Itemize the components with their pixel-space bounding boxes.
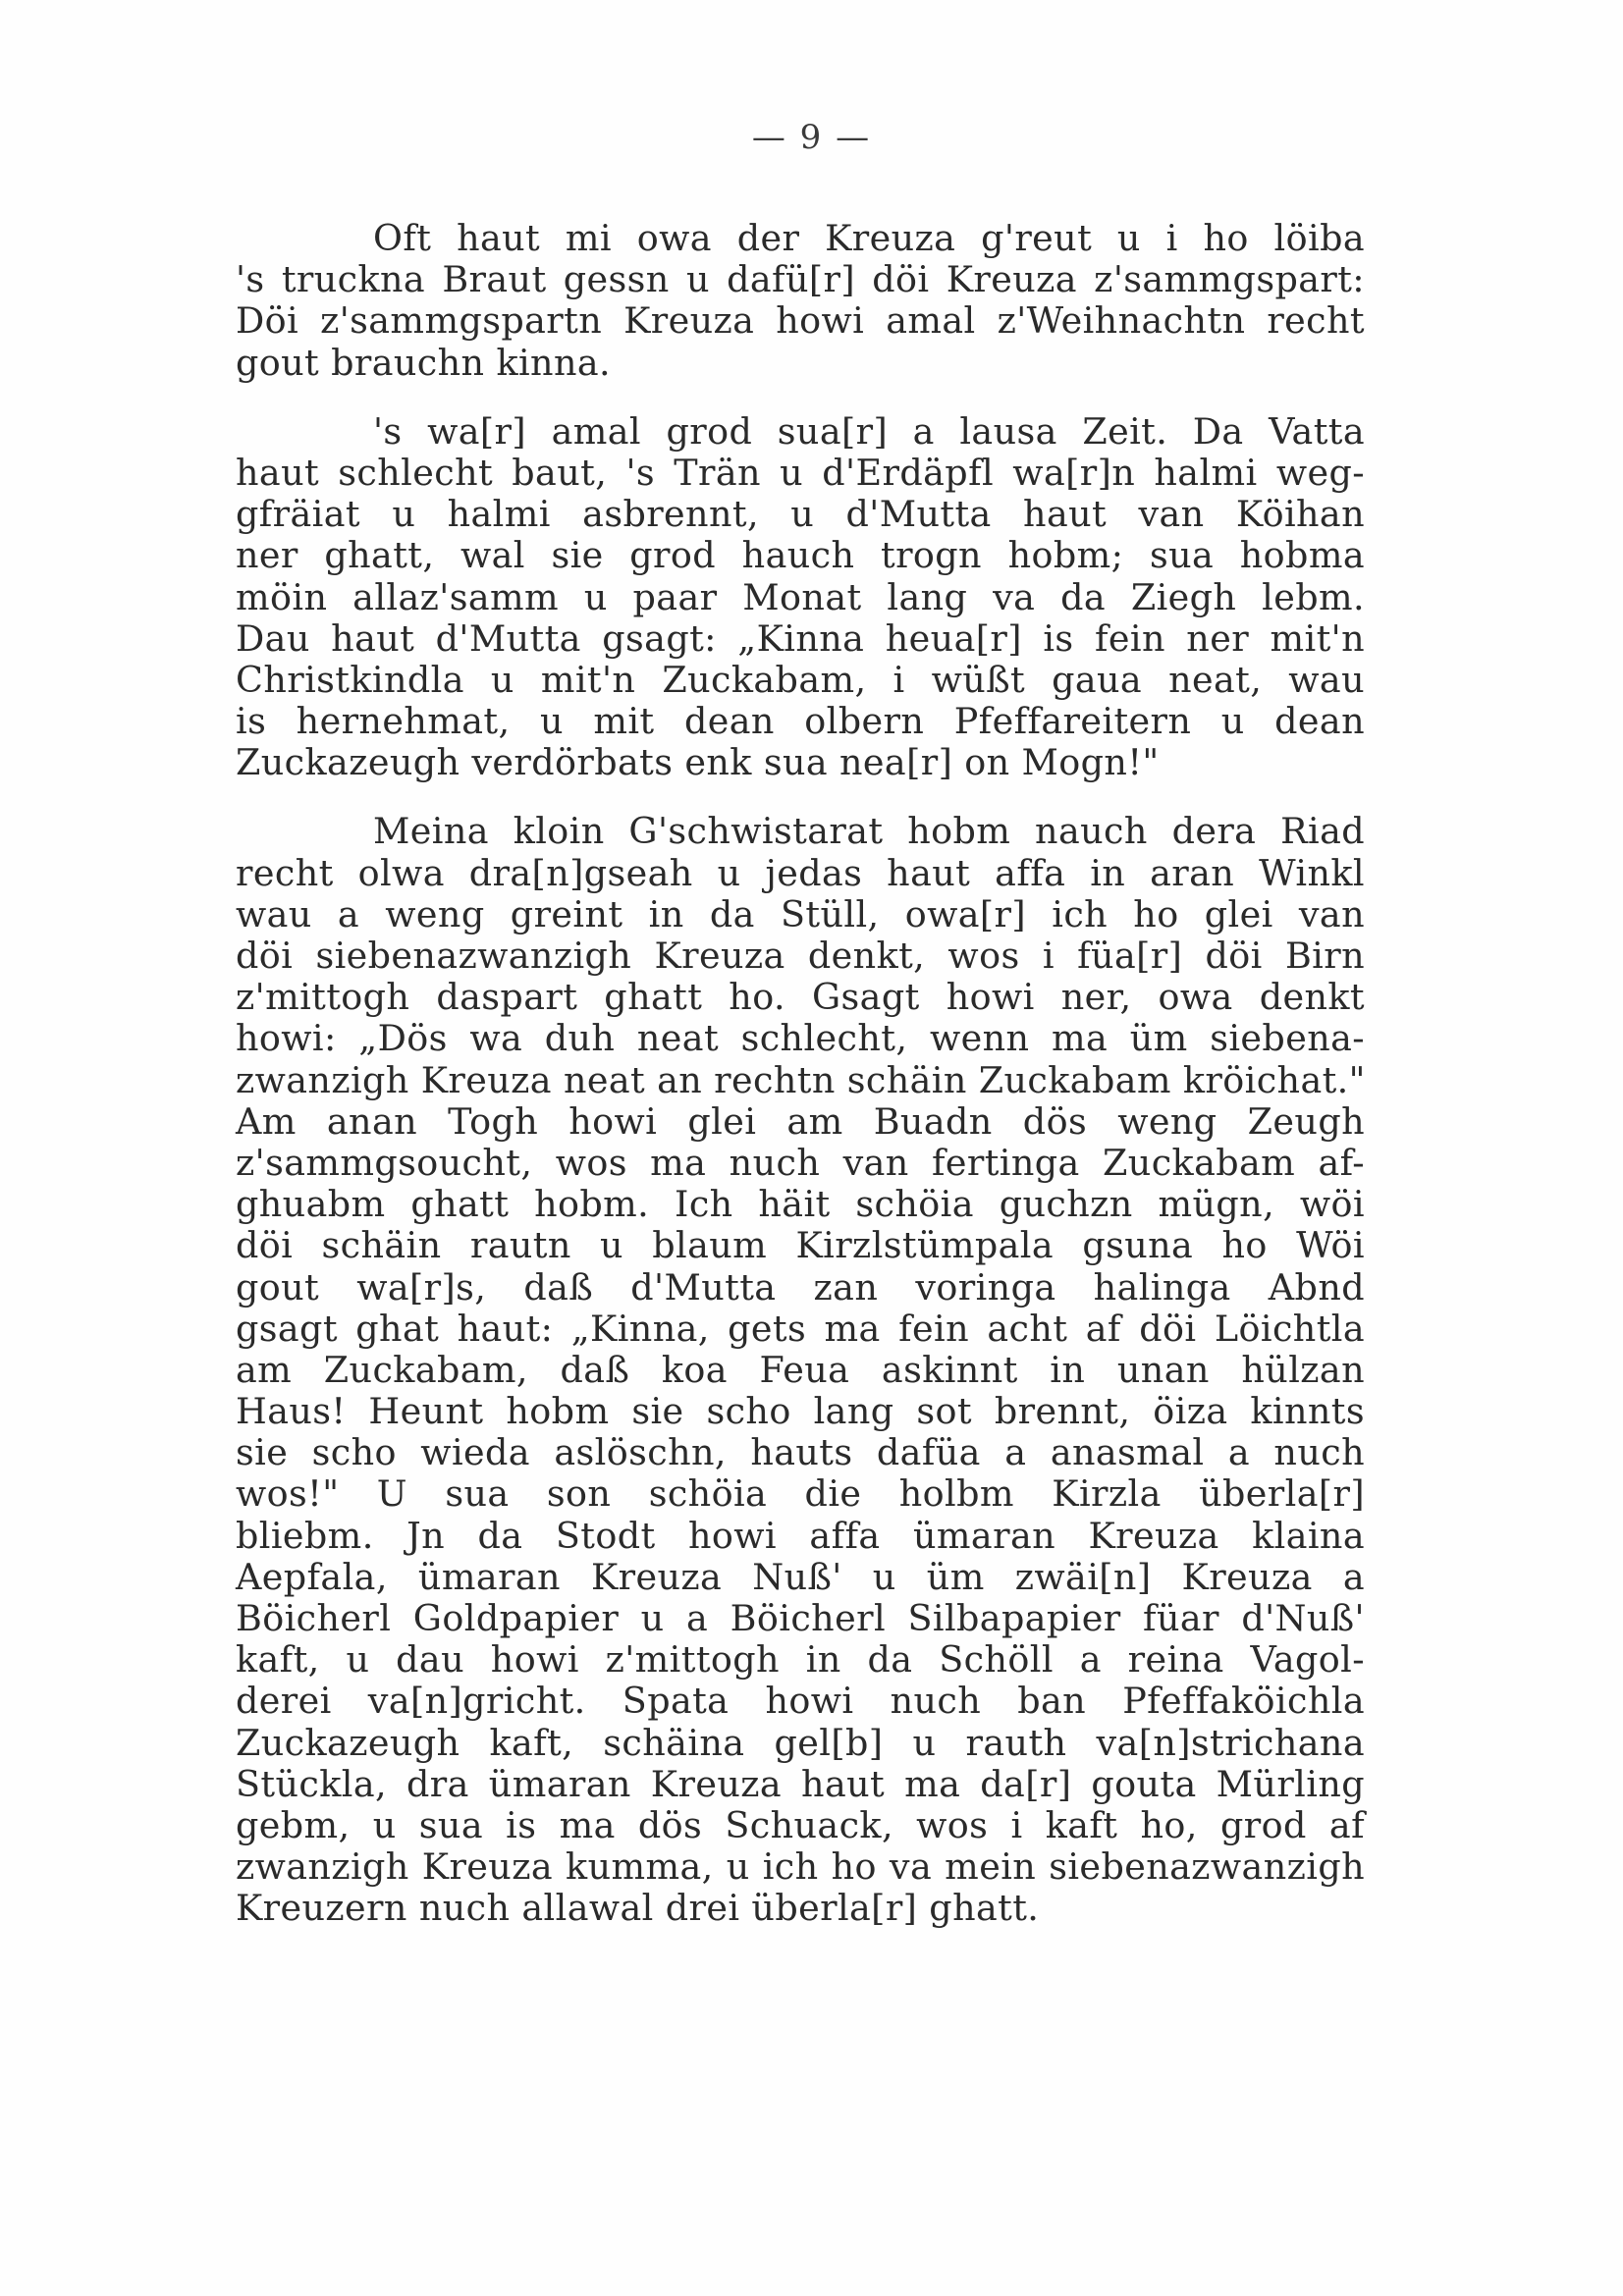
text-line: döi siebenazwanzigh Kreuza denkt, wos i füa[r] döi Birn <box>236 934 1365 977</box>
text-line: Am anan Togh howi glei am Buadn dös weng Zeugh <box>236 1099 1365 1143</box>
text-line: döi schäin rautn u blaum Kirzlstümpala gsuna ho Wöi <box>236 1224 1365 1267</box>
text-line: haut schlecht baut, 's Trän u d'Erdäpfl wa[r]n halmi weg- <box>236 451 1365 494</box>
text-line: Aepfala, ümaran Kreuza Nuß' u üm zwäi[n] Kreuza a <box>236 1555 1365 1598</box>
text-line: gout wa[r]s, daß d'Mutta zan voringa halinga Abnd <box>236 1265 1365 1308</box>
text-line: Haus! Heunt hobm sie scho lang sot brennt, öiza kinnts <box>236 1390 1365 1433</box>
text-line: Kreuzern nuch allawal drei überla[r] ghatt. <box>236 1887 1040 1930</box>
text-line: Dau haut d'Mutta gsagt: „Kinna heua[r] is fein ner mit'n <box>236 616 1365 660</box>
text-line: bliebm. Jn da Stodt howi affa ümaran Kreuza klaina <box>236 1514 1365 1557</box>
text-line: Stückla, dra ümaran Kreuza haut ma da[r] gouta Mürling <box>236 1762 1365 1805</box>
text-line: Oft haut mi owa der Kreuza g'reut u i ho löiba <box>373 217 1365 259</box>
text-line: sie scho wieda aslöschn, hauts dafüa a anasmal a nuch <box>236 1431 1365 1474</box>
text-line: zwanzigh Kreuza neat an rechtn schäin Zuckabam kröichat." <box>236 1058 1366 1101</box>
text-line: recht olwa dra[n]gseah u jedas haut affa in aran Winkl <box>236 851 1365 894</box>
text-line: derei va[n]gricht. Spata howi nuch ban Pfeffaköichla <box>236 1680 1365 1723</box>
text-line: Meina kloin G'schwistarat hobm nauch dera Riad <box>373 810 1365 853</box>
text-line: gebm, u sua is ma dös Schuack, wos i kaft ho, grod af <box>236 1803 1365 1846</box>
text-line: gsagt ghat haut: „Kinna, gets ma fein acht af döi Löichtla <box>236 1307 1365 1350</box>
text-line: möin allaz'samm u paar Monat lang va da Ziegh lebm. <box>236 575 1365 618</box>
text-line: wau a weng greint in da Stüll, owa[r] ich ho glei van <box>236 892 1365 935</box>
text-line: 's truckna Braut gessn u dafü[r] döi Kreuza z'sammgspart: <box>236 258 1365 301</box>
text-line: wos!" U sua son schöia die holbm Kirzla überla[r] <box>236 1472 1365 1516</box>
text-line: zwanzigh Kreuza kumma, u ich ho va mein siebenazwanzigh <box>236 1845 1365 1889</box>
text-line: ner ghatt, wal sie grod hauch trogn hobm; sua hobma <box>236 534 1365 577</box>
text-line: Döi z'sammgspartn Kreuza howi amal z'Weihnachtn recht <box>236 299 1365 343</box>
text-line: kaft, u dau howi z'mittogh in da Schöll a reina Vagol- <box>236 1638 1365 1682</box>
paragraph-3 <box>236 811 1365 1929</box>
text-line: z'sammgsoucht, wos ma nuch van fertinga Zuckabam af- <box>236 1141 1365 1184</box>
text-line: Zuckazeugh verdörbats enk sua nea[r] on Mogn!" <box>236 741 1160 784</box>
page-number: — 9 — <box>751 118 872 157</box>
text-line: is hernehmat, u mit dean olbern Pfeffareitern u dean <box>236 700 1365 743</box>
paragraph-1 <box>236 218 1365 384</box>
paragraph-2 <box>236 411 1365 784</box>
text-line: gfräiat u halmi asbrennt, u d'Mutta haut van Köihan <box>236 493 1365 536</box>
text-line: am Zuckabam, daß koa Feua askinnt in unan hülzan <box>236 1348 1365 1391</box>
text-line: howi: „Dös wa duh neat schlecht, wenn ma üm siebena- <box>236 1017 1365 1060</box>
text-line: Zuckazeugh kaft, schäina gel[b] u rauth va[n]strichana <box>236 1721 1365 1764</box>
body-text <box>236 218 1365 1930</box>
text-line: gout brauchn kinna. <box>236 341 612 384</box>
text-line: Böicherl Goldpapier u a Böicherl Silbapapier füar d'Nuß' <box>236 1597 1365 1639</box>
text-line: 's wa[r] amal grod sua[r] a lausa Zeit. Da Vatta <box>373 409 1365 453</box>
text-line: Christkindla u mit'n Zuckabam, i wüßt gaua neat, wau <box>236 658 1365 701</box>
text-line: ghuabm ghatt hobm. Ich häit schöia guchzn mügn, wöi <box>236 1183 1365 1226</box>
text-line: z'mittogh daspart ghatt ho. Gsagt howi ner, owa denkt <box>236 976 1365 1019</box>
